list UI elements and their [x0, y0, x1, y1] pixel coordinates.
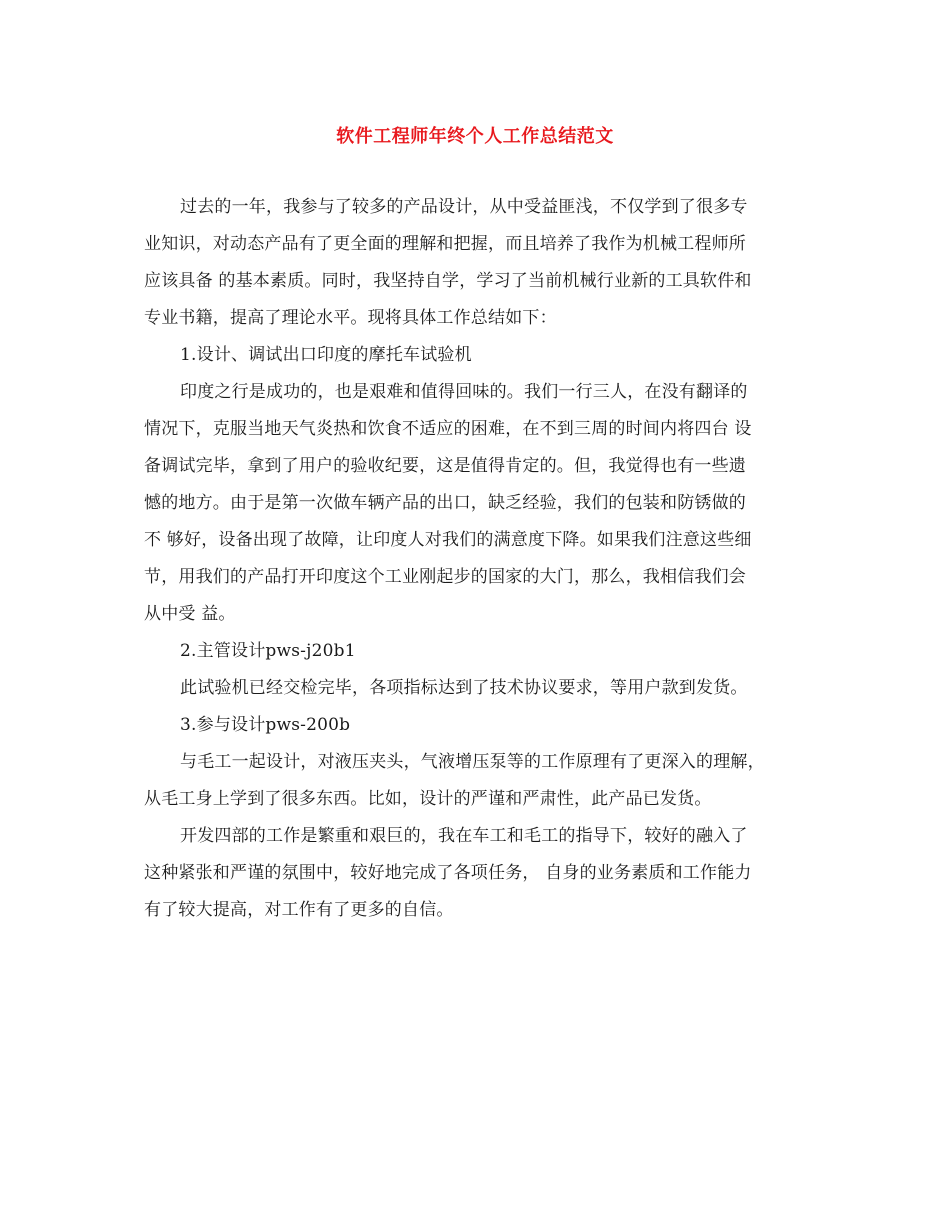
paragraph-line: 不 够好，设备出现了故障，让印度人对我们的满意度下降。如果我们注意这些细 — [144, 530, 752, 550]
paragraph-line: 印度之行是成功的，也是艰难和值得回味的。我们一行三人，在没有翻译的 — [180, 382, 748, 402]
paragraph-line: 有了较大提高，对工作有了更多的自信。 — [144, 900, 454, 920]
paragraph-line: 开发四部的工作是繁重和艰巨的，我在车工和毛工的指导下，较好的融入了 — [180, 826, 748, 846]
paragraph-line: 憾的地方。由于是第一次做车辆产品的出口，缺乏经验，我们的包装和防锈做的 — [144, 493, 746, 513]
paragraph-line: 从毛工身上学到了很多东西。比如，设计的严谨和严肃性，此产品已发货。 — [144, 789, 712, 809]
section-heading-2: 2.主管设计pws-j20b1 — [180, 641, 356, 661]
paragraph-line: 这种紧张和严谨的氛围中，较好地完成了各项任务， 自身的业务素质和工作能力 — [144, 863, 752, 883]
section-heading-1: 1.设计、调试出口印度的摩托车试验机 — [180, 345, 472, 365]
document-body — [144, 189, 808, 929]
paragraph-line: 专业书籍，提高了理论水平。现将具体工作总结如下： — [144, 308, 557, 328]
paragraph-line: 过去的一年，我参与了较多的产品设计，从中受益匪浅，不仅学到了很多专 — [180, 197, 748, 217]
paragraph-line: 节，用我们的产品打开印度这个工业刚起步的国家的大门，那么，我相信我们会 — [144, 567, 746, 587]
paragraph-line: 此试验机已经交检完毕，各项指标达到了技术协议要求，等用户款到发货。 — [180, 678, 748, 698]
paragraph-line: 从中受 益。 — [144, 604, 236, 624]
paragraph-line: 应该具备 的基本素质。同时，我坚持自学，学习了当前机械行业新的工具软件和 — [144, 271, 752, 291]
paragraph-line: 与毛工一起设计，对液压夹头，气液增压泵等的工作原理有了更深入的理解， — [180, 752, 765, 772]
section-heading-3: 3.参与设计pws-200b — [180, 715, 351, 735]
document-title: 软件工程师年终个人工作总结范文 — [336, 126, 614, 147]
paragraph-line: 备调试完毕，拿到了用户的验收纪要，这是值得肯定的。但，我觉得也有一些遗 — [144, 456, 746, 476]
paragraph-line: 业知识，对动态产品有了更全面的理解和把握，而且培养了我作为机械工程师所 — [144, 234, 746, 254]
paragraph-line: 情况下，克服当地天气炎热和饮食不适应的困难，在不到三周的时间内将四台 设 — [144, 419, 752, 439]
